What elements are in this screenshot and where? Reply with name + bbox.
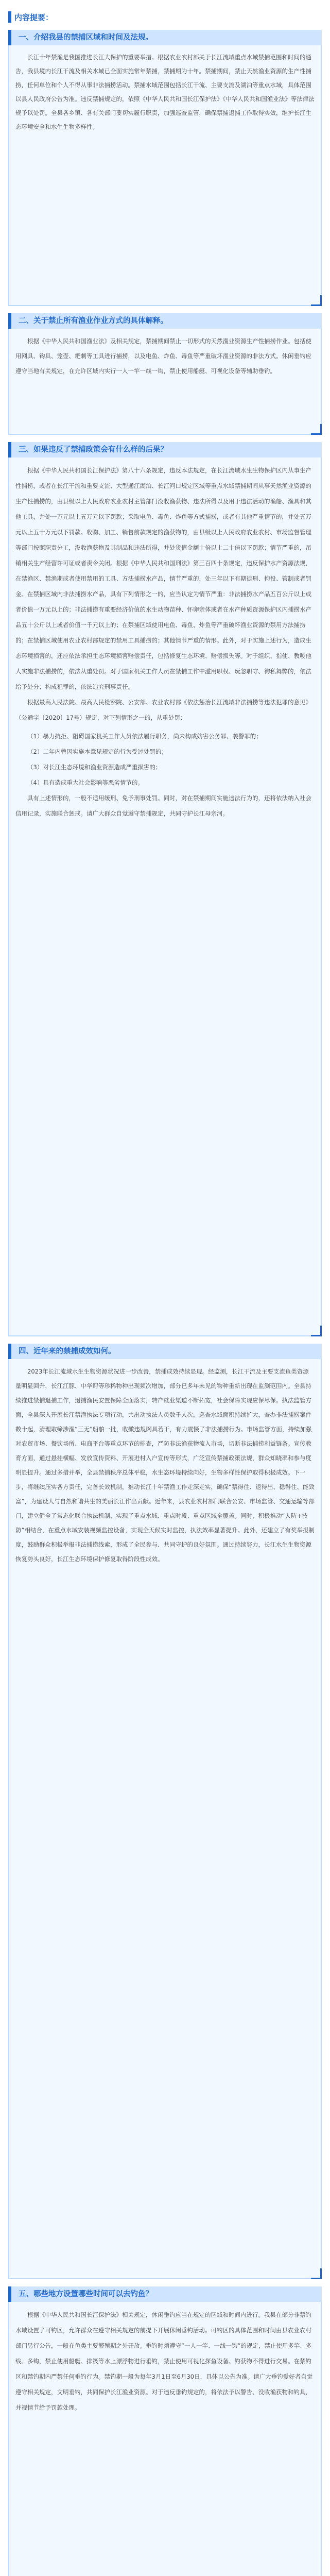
section-1-text: 长江十年禁渔是我国推进长江大保护的重要举措。根据农业农村部关于长江流域重点水域禁捕范围和时间的通告，我县境内长江干流及相关水域已全面实施常年禁捕，禁捕期为十年。禁捕期间，禁止天然渔业资源的生产性捕捞，任何单位和个人不得从事非法捕捞活动。禁捕水域范围包括长江干流、主要支流及湖泊等重点水域，具体范围以县人民政府公告为准。违反禁捕规定的，依照《中华人民共和国长江保护法》《中华人民共和国渔业法》等法律法规予以处罚。全县各乡镇、各有关部门要切实履行职责，加强巡查监管，确保禁捕退捕工作取得实效，维护长江生态环境安全和水生生物多样性。 bbox=[15, 54, 315, 130]
section-3 bbox=[8, 442, 322, 1336]
section-3-tail: 具有上述情形的，一般不适用缓刑、免予刑事处罚。同时，对在禁捕期间实施违法行为的，还将依法纳入社会信用记录，实施联合惩戒。请广大群众自觉遵守禁捕规定，共同守护长江母亲河。 bbox=[15, 794, 311, 817]
section-3-text: 根据《中华人民共和国长江保护法》第八十六条规定，违反本法规定，在长江流域水生生物保护区内从事生产性捕捞，或者在长江干流和重要支流、大型通江湖泊、长江河口规定区域等重点水域禁捕期间从事天然渔业资源的生产性捕捞的，由县级以上人民政府农业农村主管部门没收渔获物、违法所得以及用于违法活动的渔船、渔具和其他工具，并处一万元以上五万元以下罚款；采取电鱼、毒鱼、炸鱼等方式捕捞，或者有其他严重情节的，并处五万元以上五十万元以下罚款。收购、加工、销售前款规定的渔获物的，由县级以上人民政府农业农村、市场监督管理等部门按照职责分工，没收渔获物及其制品和违法所得，并处货值金额十倍以上二十倍以下罚款；情节严重的，吊销相关生产经营许可证或者责令关闭。根据《中华人民共和国刑法》第三百四十条规定，违反保护水产资源法规，在禁渔区、禁渔期或者使用禁用的工具、方法捕捞水产品，情节严重的，处三年以下有期徒刑、拘役、管制或者罚金。在禁捕区域内非法捕捞水产品，具有下列情形之一的，应当认定为情节严重：非法捕捞水产品五百公斤以上或者价值一万元以上的；非法捕捞有重要经济价值的水生动物苗种、怀卵亲体或者在水产种质资源保护区内捕捞水产品五十公斤以上或者价值一千元以上的；在禁捕区域使用电鱼、毒鱼、炸鱼等严重破坏渔业资源的禁用方法捕捞的；在禁捕区域使用农业农村部规定的禁用工具捕捞的；其他情节严重的情形。此外，对于实施上述行为，造成生态环境损害的，还应依法承担生态环境损害赔偿责任，包括修复生态环境、赔偿损失等。对于组织、指使、教唆他人实施非法捕捞的，依法从重处罚。对于国家机关工作人员在禁捕工作中滥用职权、玩忽职守、徇私舞弊的，依法给予处分；构成犯罪的，依法追究刑事责任。 bbox=[15, 467, 311, 690]
list-item: （1）暴力抗拒、阻碍国家机关工作人员依法履行职务，尚未构成妨害公务罪、袭警罪的； bbox=[27, 733, 262, 740]
section-3-list bbox=[15, 728, 315, 790]
section-5-text: 根据《中华人民共和国长江保护法》相关规定，休闲垂钓应当在规定的区域和时间内进行。我县在部分非禁钓水域设置了可钓区，允许群众在遵守相关规定的前提下开展休闲垂钓活动。可钓区的具体范围和时间由县农业农村部门另行公告，一般在鱼类主要繁殖期之外开放。垂钓时须遵守“一人一竿、一线一钩”的规定，禁止使用多竿、多线、多钩，禁止使用船艇、排筏等水上漂浮物进行垂钓，禁止使用可视化探鱼设备、钓获物不得进行交易。在禁钓区和禁钓期内严禁任何垂钓行为。禁钓期一般为每年3月1日至6月30日，具体以公告为准。请广大垂钓爱好者自觉遵守相关规定，文明垂钓，共同保护长江渔业资源。对于违反垂钓规定的，将依法予以警告、没收渔获物和钓具，并视情节给予罚款处理。 bbox=[15, 2311, 313, 2411]
corner-decoration bbox=[311, 424, 322, 435]
summary-title: 内容提要： bbox=[14, 12, 54, 22]
section-2-title: 二、关于禁止所有渔业作业方式的具体解释。 bbox=[8, 313, 322, 329]
list-item: （4）具有造成重大社会影响等恶劣情节的。 bbox=[27, 779, 144, 786]
section-5-title: 五、哪些地方设置哪些时间可以去钓鱼？ bbox=[8, 2286, 322, 2302]
corner-decoration bbox=[311, 2268, 322, 2279]
section-2-body bbox=[8, 329, 322, 435]
section-4-text: 2023年长江流域水生生物资源状况进一步改善，禁捕成效持续显现。经监测，长江干流及主要支流鱼类资源量明显回升，长江江豚、中华鲟等珍稀物种出现频次增加，部分已多年未见的物种重新出现在监测范围内。全县持续推进禁捕退捕工作，退捕渔民安置保障全面落实，转产就业渠道不断拓宽，社会保障实现应保尽保。执法监管方面，全县深入开展长江禁渔执法专项行动，共出动执法人员数千人次，巡查水域面积持续扩大，查办非法捕捞案件数十起，清理取缔涉渔“三无”船舶一批，收缴违规网具若干，有力震慑了非法捕捞行为。市场监管方面，持续加强对农贸市场、餐饮场所、电商平台等重点环节的排查，严防非法渔获物流入市场，切断非法捕捞利益链条。宣传教育方面，通过悬挂横幅、发放宣传资料、开展进村入户宣传等形式，广泛宣传禁捕政策法规，群众知晓率和参与度明显提升。通过多措并举，全县禁捕秩序总体平稳，水生态环境持续向好，生物多样性保护取得积极成效。下一步，将继续压实各方责任，完善长效机制，推动长江十年禁渔工作走深走实，确保“禁得住、退得出、稳得住、能致富”，为建设人与自然和谐共生的美丽长江作出贡献。近年来，县农业农村部门联合公安、市场监管、交通运输等部门，建立健全了常态化联合执法机制，实现了重点水域、重点时段、重点区域全覆盖。同时，积极推动“人防+技防”相结合，在重点水域安装视频监控设备，实现全天候实时监控，执法效率显著提升。此外，还建立了有奖举报制度，鼓励群众积极举报非法捕捞线索，形成了全民参与、共同守护的良好氛围。通过持续努力，长江水生生物资源恢复势头良好，长江生态环境保护修复取得阶段性成效。 bbox=[15, 1368, 315, 1563]
section-2-text: 根据《中华人民共和国渔业法》及相关规定，禁捕期间禁止一切形式的天然渔业资源生产性捕捞作业。包括使用网具、钩具、笼壶、耙刺等工具进行捕捞，以及电鱼、炸鱼、毒鱼等严重破坏渔业资源的非法方式。休闲垂钓应遵守当地有关规定，在允许区域内实行一人一竿一线一钩，禁止使用船艇、可视化设备等辅助垂钓。 bbox=[15, 337, 311, 375]
section-3-title: 三、如果违反了禁捕政策会有什么样的后果？ bbox=[8, 442, 322, 457]
corner-decoration bbox=[311, 1326, 322, 1336]
list-item: （2）二年内曾因实施本意见规定的行为受过处罚的； bbox=[27, 748, 167, 755]
section-4 bbox=[8, 1344, 322, 2279]
section-2 bbox=[8, 313, 322, 435]
section-1-body bbox=[8, 45, 322, 306]
section-3-body bbox=[8, 457, 322, 1336]
corner-decoration bbox=[311, 295, 322, 306]
section-5 bbox=[8, 2286, 322, 2576]
section-3-quote: 根据最高人民法院、最高人民检察院、公安部、农业农村部《依法惩治长江流域非法捕捞等违法犯罪的意见》（公通字〔2020〕17号）规定，对下列情形之一的，从重处罚： bbox=[15, 699, 311, 721]
list-item: （3）对长江生态环境和渔业资源造成严重损害的； bbox=[27, 764, 162, 771]
section-1-title: 一、介绍我县的禁捕区域和时间及法规。 bbox=[8, 30, 322, 45]
section-5-body bbox=[8, 2302, 322, 2576]
section-4-title: 四、近年来的禁捕成效如何。 bbox=[8, 1344, 322, 1359]
section-1 bbox=[8, 30, 322, 306]
section-4-body bbox=[8, 1359, 322, 2279]
summary-heading bbox=[8, 11, 322, 23]
heading-accent-bar bbox=[8, 11, 11, 23]
